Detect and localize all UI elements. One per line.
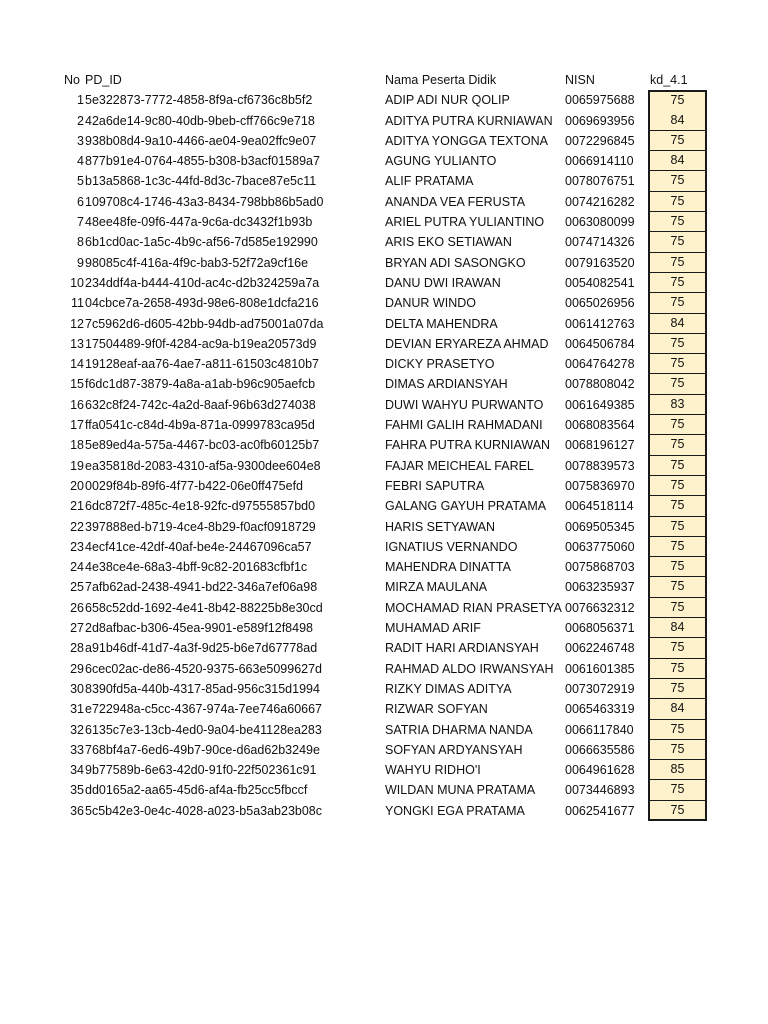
nisn-cell: 0064764278 xyxy=(565,357,635,372)
pd-id-cell: 6b1cd0ac-1a5c-4b9c-af56-7d585e192990 xyxy=(85,235,318,250)
table-row xyxy=(0,374,768,394)
nisn-cell: 0065026956 xyxy=(565,296,635,311)
row-number: 9 xyxy=(77,255,84,270)
student-name-cell: ALIF PRATAMA xyxy=(385,174,474,189)
nisn-cell: 0066914110 xyxy=(565,154,634,169)
kd-score-cell[interactable]: 75 xyxy=(648,476,707,496)
kd-score-cell[interactable]: 75 xyxy=(648,638,707,658)
student-name-cell: GALANG GAYUH PRATAMA xyxy=(385,499,547,514)
row-number: 17 xyxy=(70,418,84,433)
nisn-cell: 0074216282 xyxy=(565,194,635,209)
kd-score-cell[interactable]: 75 xyxy=(648,740,707,760)
row-number: 6 xyxy=(77,194,84,209)
nisn-cell: 0078839573 xyxy=(565,458,635,473)
table-row xyxy=(0,151,768,171)
row-number: 36 xyxy=(70,803,84,818)
nisn-cell: 0075836970 xyxy=(565,478,635,493)
nisn-cell: 0068083564 xyxy=(565,418,635,433)
student-name-cell: YONGKI EGA PRATAMA xyxy=(385,803,525,818)
row-number: 11 xyxy=(71,296,84,311)
pd-id-cell: 42a6de14-9c80-40db-9beb-cff766c9e718 xyxy=(85,113,315,128)
pd-id-cell: 5c5b42e3-0e4c-4028-a023-b5a3ab23b08c xyxy=(85,803,323,818)
row-number: 19 xyxy=(70,458,84,473)
student-name-cell: ARIEL PUTRA YULIANTINO xyxy=(385,215,545,230)
row-number: 25 xyxy=(70,580,84,595)
pd-id-cell: f6dc1d87-3879-4a8a-a1ab-b96c905aefcb xyxy=(85,377,316,392)
student-name-cell: MUHAMAD ARIF xyxy=(385,621,481,636)
student-name-cell: SATRIA DHARMA NANDA xyxy=(385,722,533,737)
kd-score-cell[interactable]: 75 xyxy=(648,496,707,516)
pd-id-cell: 4e38ce4e-68a3-4bff-9c82-201683cfbf1c xyxy=(85,560,308,575)
student-name-cell: RIZWAR SOFYAN xyxy=(385,702,488,717)
nisn-cell: 0064518114 xyxy=(565,499,634,514)
row-number: 35 xyxy=(70,783,84,798)
pd-id-cell: 234ddf4a-b444-410d-ac4c-d2b324259a7a xyxy=(85,275,320,290)
student-name-cell: MOCHAMAD RIAN PRASETYA xyxy=(385,600,562,615)
kd-score-cell[interactable]: 75 xyxy=(648,557,707,577)
table-row xyxy=(0,232,768,252)
row-number: 18 xyxy=(70,438,84,453)
student-name-cell: ADIP ADI NUR QOLIP xyxy=(385,93,510,108)
kd-score-cell[interactable]: 75 xyxy=(648,720,707,740)
student-name-cell: WILDAN MUNA PRATAMA xyxy=(385,783,536,798)
row-number: 3 xyxy=(77,133,84,148)
nisn-cell: 0069693956 xyxy=(565,113,635,128)
table-row xyxy=(0,760,768,780)
pd-id-cell: e722948a-c5cc-4367-974a-7ee746a60667 xyxy=(85,702,323,717)
table-row xyxy=(0,253,768,273)
kd-score-cell[interactable]: 75 xyxy=(648,334,707,354)
kd-score-cell[interactable]: 75 xyxy=(648,90,707,111)
student-name-cell: FAHRA PUTRA KURNIAWAN xyxy=(385,438,551,453)
table-row xyxy=(0,659,768,679)
pd-id-cell: 04cbce7a-2658-493d-98e6-808e1dcfa216 xyxy=(85,296,319,311)
row-number: 1 xyxy=(77,93,84,108)
pd-id-cell: 658c52dd-1692-4e41-8b42-88225b8e30cd xyxy=(85,600,323,615)
table-row xyxy=(0,273,768,293)
nisn-cell: 0078808042 xyxy=(565,377,635,392)
kd-score-cell[interactable]: 75 xyxy=(648,679,707,699)
table-row xyxy=(0,720,768,740)
kd-score-cell[interactable]: 75 xyxy=(648,374,707,394)
table-row xyxy=(0,699,768,719)
student-name-cell: MAHENDRA DINATTA xyxy=(385,560,511,575)
table-row xyxy=(0,780,768,800)
student-name-cell: AGUNG YULIANTO xyxy=(385,154,497,169)
pd-id-cell: 5e322873-7772-4858-8f9a-cf6736c8b5f2 xyxy=(85,93,313,108)
table-row xyxy=(0,577,768,597)
nisn-cell: 0063080099 xyxy=(565,215,635,230)
pd-id-cell: 98085c4f-416a-4f9c-bab3-52f72a9cf16e xyxy=(85,255,309,270)
pd-id-cell: 8390fd5a-440b-4317-85ad-956c315d1994 xyxy=(85,681,320,696)
row-number: 8 xyxy=(77,235,84,250)
pd-id-cell: 2d8afbac-b306-45ea-9901-e589f12f8498 xyxy=(85,621,313,636)
student-name-cell: ANANDA VEA FERUSTA xyxy=(385,194,526,209)
kd-score-cell[interactable]: 75 xyxy=(648,577,707,597)
kd-score-cell[interactable]: 84 xyxy=(648,111,707,131)
kd-score-cell[interactable]: 75 xyxy=(648,517,707,537)
kd-score-cell[interactable]: 83 xyxy=(648,395,707,415)
pd-id-cell: 109708c4-1746-43a3-8434-798bb86b5ad0 xyxy=(85,194,324,209)
pd-id-cell: 9b77589b-6e63-42d0-91f0-22f502361c91 xyxy=(85,763,317,778)
row-number: 24 xyxy=(70,560,84,575)
table-row xyxy=(0,334,768,354)
nisn-cell: 0075868703 xyxy=(565,560,635,575)
table-row xyxy=(0,638,768,658)
kd-score-cell[interactable]: 75 xyxy=(648,537,707,557)
pd-id-cell: 6cec02ac-de86-4520-9375-663e5099627d xyxy=(85,661,323,676)
pd-id-cell: 48ee48fe-09f6-447a-9c6a-dc3432f1b93b xyxy=(85,215,313,230)
table-row xyxy=(0,517,768,537)
student-name-cell: SOFYAN ARDYANSYAH xyxy=(385,742,523,757)
nisn-cell: 0054082541 xyxy=(565,275,635,290)
student-name-cell: ADITYA YONGGA TEXTONA xyxy=(385,133,549,148)
nisn-cell: 0061649385 xyxy=(565,397,635,412)
row-number: 32 xyxy=(70,722,84,737)
row-number: 12 xyxy=(70,316,84,331)
nisn-cell: 0073072919 xyxy=(565,681,635,696)
student-name-cell: DICKY PRASETYO xyxy=(385,357,495,372)
pd-id-cell: b13a5868-1c3c-44fd-8d3c-7bace87e5c11 xyxy=(85,174,317,189)
row-number: 20 xyxy=(70,478,84,493)
pd-id-cell: 877b91e4-0764-4855-b308-b3acf01589a7 xyxy=(85,154,320,169)
student-name-cell: RAHMAD ALDO IRWANSYAH xyxy=(385,661,554,676)
table-row xyxy=(0,801,768,821)
nisn-cell: 0062246748 xyxy=(565,641,635,656)
kd-score-cell[interactable]: 75 xyxy=(648,659,707,679)
table-row xyxy=(0,90,768,110)
row-number: 26 xyxy=(70,600,84,615)
nisn-cell: 0061601385 xyxy=(565,661,635,676)
pd-id-cell: 632c8f24-742c-4a2d-8aaf-96b63d274038 xyxy=(85,397,316,412)
nisn-cell: 0072296845 xyxy=(565,133,635,148)
table-row xyxy=(0,212,768,232)
row-number: 21 xyxy=(70,499,84,514)
nisn-cell: 0065975688 xyxy=(565,93,635,108)
nisn-cell: 0078076751 xyxy=(565,174,635,189)
row-number: 16 xyxy=(70,397,84,412)
pd-id-cell: a91b46df-41d7-4a3f-9d25-b6e7d67778ad xyxy=(85,641,318,656)
kd-score-cell[interactable]: 84 xyxy=(648,314,707,334)
header-nisn: NISN xyxy=(565,73,595,87)
nisn-cell: 0064506784 xyxy=(565,336,635,351)
pd-id-cell: 768bf4a7-6ed6-49b7-90ce-d6ad62b3249e xyxy=(85,742,320,757)
pd-id-cell: ea35818d-2083-4310-af5a-9300dee604e8 xyxy=(85,458,321,473)
row-number: 13 xyxy=(70,336,84,351)
student-name-cell: HARIS SETYAWAN xyxy=(385,519,495,534)
table-row xyxy=(0,476,768,496)
header-nama: Nama Peserta Didik xyxy=(385,73,497,87)
student-name-cell: DEVIAN ERYAREZA AHMAD xyxy=(385,336,549,351)
table-row xyxy=(0,740,768,760)
kd-score-cell[interactable]: 75 xyxy=(648,598,707,618)
nisn-cell: 0061412763 xyxy=(565,316,635,331)
nisn-cell: 0069505345 xyxy=(565,519,635,534)
row-number: 5 xyxy=(77,174,84,189)
table-row xyxy=(0,293,768,313)
kd-score-cell[interactable]: 75 xyxy=(648,801,707,821)
row-number: 4 xyxy=(77,154,84,169)
pd-id-cell: 7c5962d6-d605-42bb-94db-ad75001a07da xyxy=(85,316,324,331)
student-name-cell: FAHMI GALIH RAHMADANI xyxy=(385,418,543,433)
nisn-cell: 0066117840 xyxy=(565,722,634,737)
student-name-cell: DIMAS ARDIANSYAH xyxy=(385,377,508,392)
pd-id-cell: 19128eaf-aa76-4ae7-a811-61503c4810b7 xyxy=(85,357,320,372)
kd-score-cell[interactable]: 75 xyxy=(648,780,707,800)
row-number: 2 xyxy=(77,113,84,128)
nisn-cell: 0079163520 xyxy=(565,255,635,270)
header-kd: kd_4.1 xyxy=(650,73,688,87)
table-body xyxy=(0,90,768,821)
row-number: 34 xyxy=(70,763,84,778)
table-row xyxy=(0,395,768,415)
student-name-cell: RADIT HARI ARDIANSYAH xyxy=(385,641,539,656)
row-number: 15 xyxy=(70,377,84,392)
table-row xyxy=(0,131,768,151)
nisn-cell: 0073446893 xyxy=(565,783,635,798)
student-name-cell: WAHYU RIDHO'I xyxy=(385,763,481,778)
table-row xyxy=(0,435,768,455)
table-row xyxy=(0,679,768,699)
row-number: 7 xyxy=(77,215,84,230)
table-row xyxy=(0,415,768,435)
student-name-cell: FAJAR MEICHEAL FAREL xyxy=(385,458,534,473)
header-row xyxy=(0,70,768,90)
table-row xyxy=(0,171,768,191)
student-name-cell: DANUR WINDO xyxy=(385,296,476,311)
nisn-cell: 0062541677 xyxy=(565,803,635,818)
row-number: 30 xyxy=(70,681,84,696)
kd-score-cell[interactable]: 75 xyxy=(648,131,707,151)
table-row xyxy=(0,557,768,577)
table-row xyxy=(0,192,768,212)
row-number: 23 xyxy=(70,539,84,554)
table-row xyxy=(0,111,768,131)
pd-id-cell: 5e89ed4a-575a-4467-bc03-ac0fb60125b7 xyxy=(85,438,320,453)
pd-id-cell: 17504489-9f0f-4284-ac9a-b19ea20573d9 xyxy=(85,336,317,351)
nisn-cell: 0063235937 xyxy=(565,580,635,595)
nisn-cell: 0068196127 xyxy=(565,438,635,453)
row-number: 29 xyxy=(70,661,84,676)
kd-score-cell[interactable]: 75 xyxy=(648,293,707,313)
student-name-cell: FEBRI SAPUTRA xyxy=(385,478,485,493)
nisn-cell: 0064961628 xyxy=(565,763,635,778)
kd-score-cell[interactable]: 75 xyxy=(648,253,707,273)
student-name-cell: BRYAN ADI SASONGKO xyxy=(385,255,526,270)
row-number: 33 xyxy=(70,742,84,757)
row-number: 28 xyxy=(70,641,84,656)
table-row xyxy=(0,456,768,476)
row-number: 10 xyxy=(70,275,84,290)
table-row xyxy=(0,618,768,638)
table-row xyxy=(0,598,768,618)
pd-id-cell: 4ecf41ce-42df-40af-be4e-24467096ca57 xyxy=(85,539,312,554)
kd-score-cell[interactable]: 84 xyxy=(648,699,707,719)
row-number: 31 xyxy=(70,702,84,717)
nisn-cell: 0063775060 xyxy=(565,539,635,554)
student-name-cell: RIZKY DIMAS ADITYA xyxy=(385,681,512,696)
pd-id-cell: 7afb62ad-2438-4941-bd22-346a7ef06a98 xyxy=(85,580,318,595)
nisn-cell: 0074714326 xyxy=(565,235,635,250)
row-number: 22 xyxy=(70,519,84,534)
kd-score-cell[interactable]: 75 xyxy=(648,232,707,252)
pd-id-cell: 6135c7e3-13cb-4ed0-9a04-be41128ea283 xyxy=(85,722,322,737)
kd-score-cell[interactable]: 75 xyxy=(648,435,707,455)
student-name-cell: ARIS EKO SETIAWAN xyxy=(385,235,512,250)
kd-score-cell[interactable]: 75 xyxy=(648,212,707,232)
student-name-cell: IGNATIUS VERNANDO xyxy=(385,539,518,554)
student-name-cell: DANU DWI IRAWAN xyxy=(385,275,501,290)
table-row xyxy=(0,354,768,374)
spreadsheet-table xyxy=(0,70,768,821)
kd-score-cell[interactable]: 75 xyxy=(648,273,707,293)
kd-score-cell[interactable]: 75 xyxy=(648,456,707,476)
nisn-cell: 0065463319 xyxy=(565,702,635,717)
table-row xyxy=(0,496,768,516)
table-row xyxy=(0,537,768,557)
student-name-cell: DELTA MAHENDRA xyxy=(385,316,498,331)
pd-id-cell: 938b08d4-9a10-4466-ae04-9ea02ffc9e07 xyxy=(85,133,317,148)
pd-id-cell: ffa0541c-c84d-4b9a-871a-0999783ca95d xyxy=(85,418,315,433)
kd-score-cell[interactable]: 84 xyxy=(648,151,707,171)
row-number: 27 xyxy=(70,621,84,636)
student-name-cell: ADITYA PUTRA KURNIAWAN xyxy=(385,113,553,128)
nisn-cell: 0066635586 xyxy=(565,742,635,757)
kd-score-cell[interactable]: 84 xyxy=(648,618,707,638)
kd-score-cell[interactable]: 75 xyxy=(648,171,707,191)
pd-id-cell: dd0165a2-aa65-45d6-af4a-fb25cc5fbccf xyxy=(85,783,308,798)
pd-id-cell: 6dc872f7-485c-4e18-92fc-d97555857bd0 xyxy=(85,499,316,514)
kd-score-cell[interactable]: 75 xyxy=(648,354,707,374)
nisn-cell: 0068056371 xyxy=(565,621,635,636)
header-pd-id: PD_ID xyxy=(85,73,122,87)
kd-score-cell[interactable]: 75 xyxy=(648,415,707,435)
row-number: 14 xyxy=(70,357,84,372)
pd-id-cell: 0029f84b-89f6-4f77-b422-06e0ff475efd xyxy=(85,478,304,493)
student-name-cell: MIRZA MAULANA xyxy=(385,580,488,595)
nisn-cell: 0076632312 xyxy=(565,600,635,615)
table-row xyxy=(0,314,768,334)
header-no: No xyxy=(64,73,80,87)
pd-id-cell: 397888ed-b719-4ce4-8b29-f0acf0918729 xyxy=(85,519,316,534)
kd-score-cell[interactable]: 75 xyxy=(648,192,707,212)
student-name-cell: DUWI WAHYU PURWANTO xyxy=(385,397,544,412)
kd-score-cell[interactable]: 85 xyxy=(648,760,707,780)
